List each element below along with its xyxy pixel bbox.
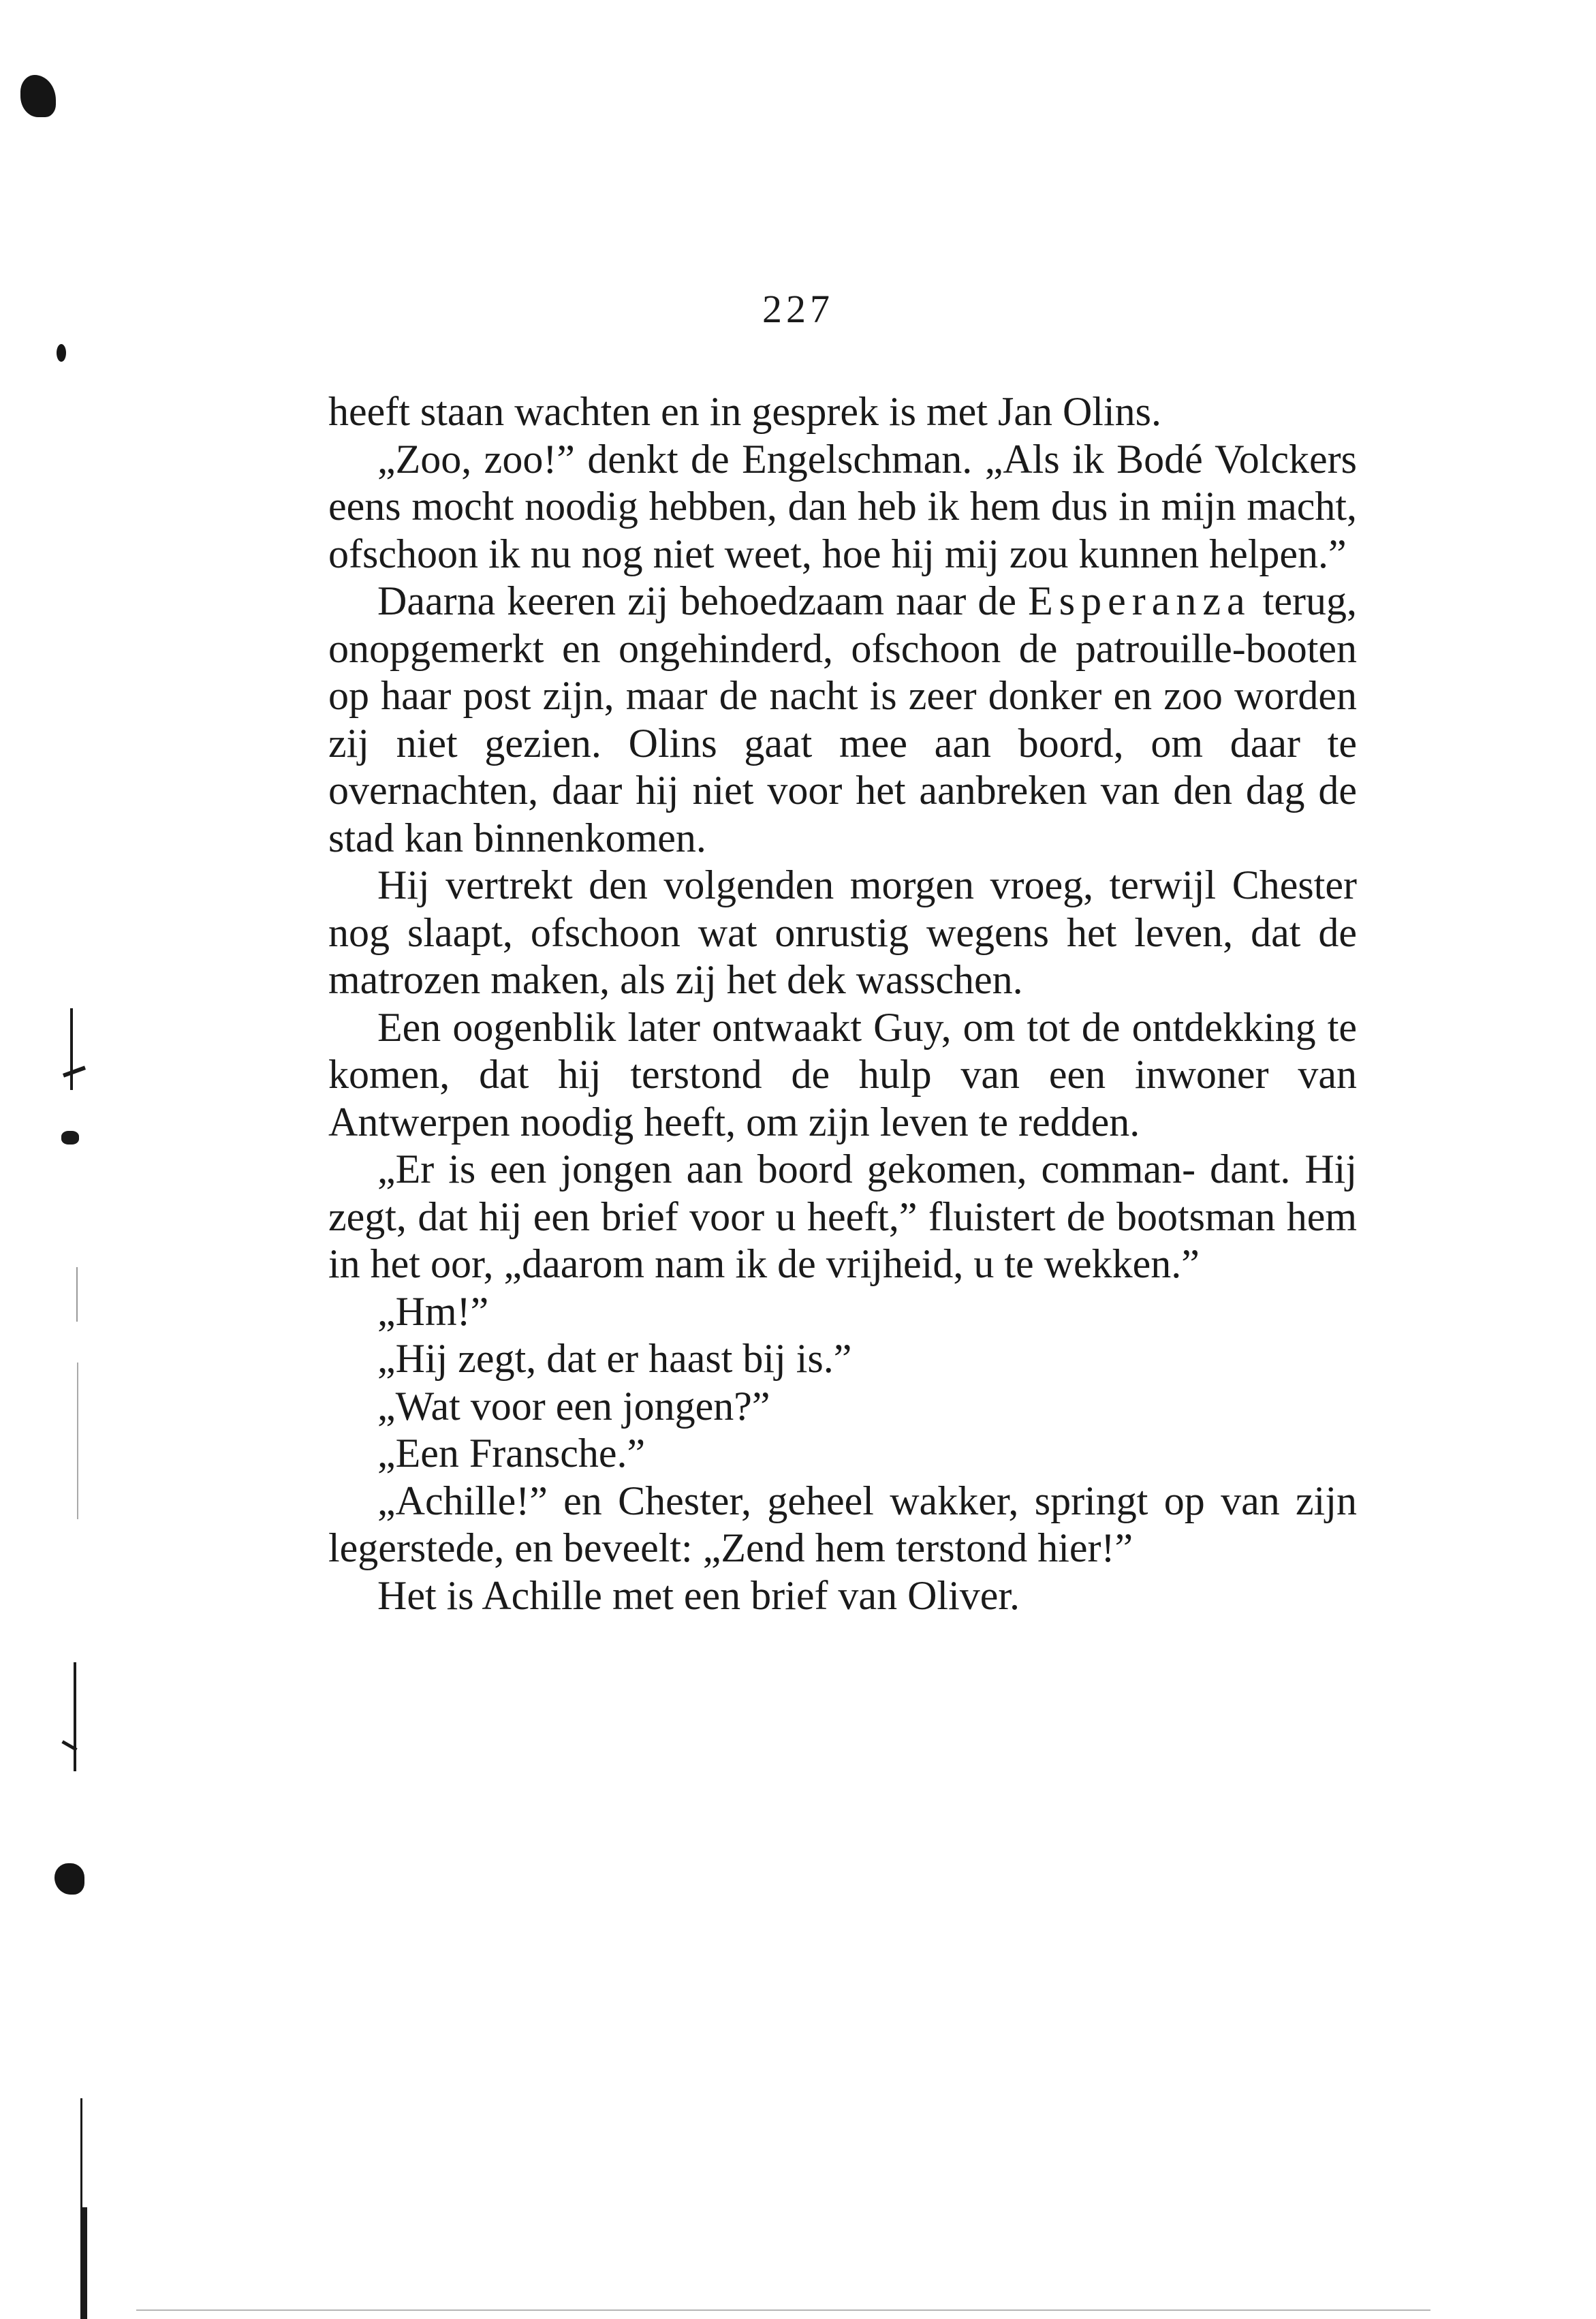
text-line: dant. Hij zegt, dat hij een brief voor u heeft,” — [328, 1147, 1357, 1239]
text-line: „Zoo, zoo!” denkt de Engelschman. „Als ik Bodé — [377, 436, 1203, 482]
text-line: hij niet voor het aanbreken van den dag de stad — [328, 768, 1358, 860]
paragraph — [328, 1146, 1357, 1288]
scan-mark-line — [76, 1267, 78, 1322]
text-line: kan binnenkomen. — [404, 815, 706, 860]
scan-mark-hook — [63, 1065, 86, 1077]
text-line: „Hm!” — [377, 1288, 489, 1334]
text-line: hier!” — [1037, 1525, 1133, 1570]
text-line: „Er is een jongen aan boord gekomen, comman- — [377, 1147, 1196, 1192]
body-text — [328, 388, 1357, 1619]
page-number: 227 — [762, 287, 834, 331]
scan-blot-small — [57, 344, 66, 362]
text-line: Hij vertrekt den volgenden morgen vroeg, terwijl — [377, 862, 1217, 907]
paragraph — [328, 1478, 1357, 1572]
text-line: „Een Fransche.” — [377, 1431, 646, 1476]
text-line: hem dus in mijn macht, ofschoon ik nu nog niet — [328, 484, 1358, 576]
scan-mark-line — [77, 1363, 78, 1519]
text-line: Chester nog slaapt, ofschoon wat onrustig wegens — [328, 862, 1357, 955]
text-line: fluistert de bootsman hem in het oor, „daarom nam — [328, 1194, 1358, 1286]
text-line: Het is Achille met een brief van Oliver. — [377, 1572, 1020, 1618]
text-line: Daarna keeren zij behoedzaam naar de — [377, 578, 1029, 623]
scan-mark-line — [70, 1008, 73, 1090]
text-line: heeft staan wachten en in gesprek is met Jan Olins. — [328, 389, 1161, 434]
text-line: Volckers eens mocht noodig hebben, dan heb ik — [328, 436, 1357, 529]
scan-mark-line — [74, 1662, 76, 1771]
paragraph — [328, 436, 1357, 578]
scan-bottom-edge — [136, 2309, 1430, 2311]
text-line: een inwoner van Antwerpen noodig heeft, om zijn — [328, 1052, 1357, 1145]
text-line: „Wat voor een jongen?” — [377, 1383, 770, 1429]
scan-blot-mid — [54, 1863, 84, 1895]
text-line: terug, onopgemerkt en ongehinderd, ofschoon de — [328, 578, 1358, 671]
paragraph — [328, 1288, 1357, 1336]
text-line: leven te redden. — [879, 1099, 1140, 1145]
paragraph-continuation — [328, 388, 1357, 436]
text-line: „Hij zegt, dat er haast bij is.” — [377, 1336, 852, 1381]
paragraph — [328, 1335, 1357, 1383]
text-line: gaat mee aan boord, om daar te overnachten, daar — [328, 720, 1357, 813]
text-line: ik de vrijheid, u te wekken.” — [735, 1241, 1200, 1286]
paragraph — [328, 862, 1357, 1004]
paragraph — [328, 1383, 1357, 1431]
text-line: wasschen. — [856, 957, 1023, 1002]
scan-mark-bar — [80, 2207, 87, 2319]
ship-name: Esperanza — [1028, 578, 1251, 623]
paragraph — [328, 1430, 1357, 1478]
paragraph — [328, 578, 1357, 862]
paragraph — [328, 1004, 1357, 1147]
text-line: van zijn legerstede, en beveelt: „Zend hem terstond — [328, 1478, 1357, 1570]
text-line: ontdekking te komen, dat hij terstond de hulp van — [328, 1004, 1358, 1097]
scan-mark-line — [80, 2098, 82, 2214]
text-line: patrouille-booten op haar post zijn, maar de nacht — [328, 625, 1358, 718]
text-line: Een oogenblik later ontwaakt Guy, om tot de — [377, 1004, 1121, 1050]
text-line: is zeer donker en zoo worden zij niet gezien. Olins — [328, 673, 1357, 766]
paragraph — [328, 1572, 1357, 1620]
scan-mark-tick — [61, 1131, 79, 1145]
text-line: weet, hoe hij mij zou kunnen helpen.” — [724, 531, 1347, 576]
text-line: het leven, dat de matrozen maken, als zij het dek — [328, 909, 1358, 1002]
scan-blot-top — [20, 75, 56, 117]
text-line: „Achille!” en Chester, geheel wakker, springt op — [377, 1478, 1205, 1523]
